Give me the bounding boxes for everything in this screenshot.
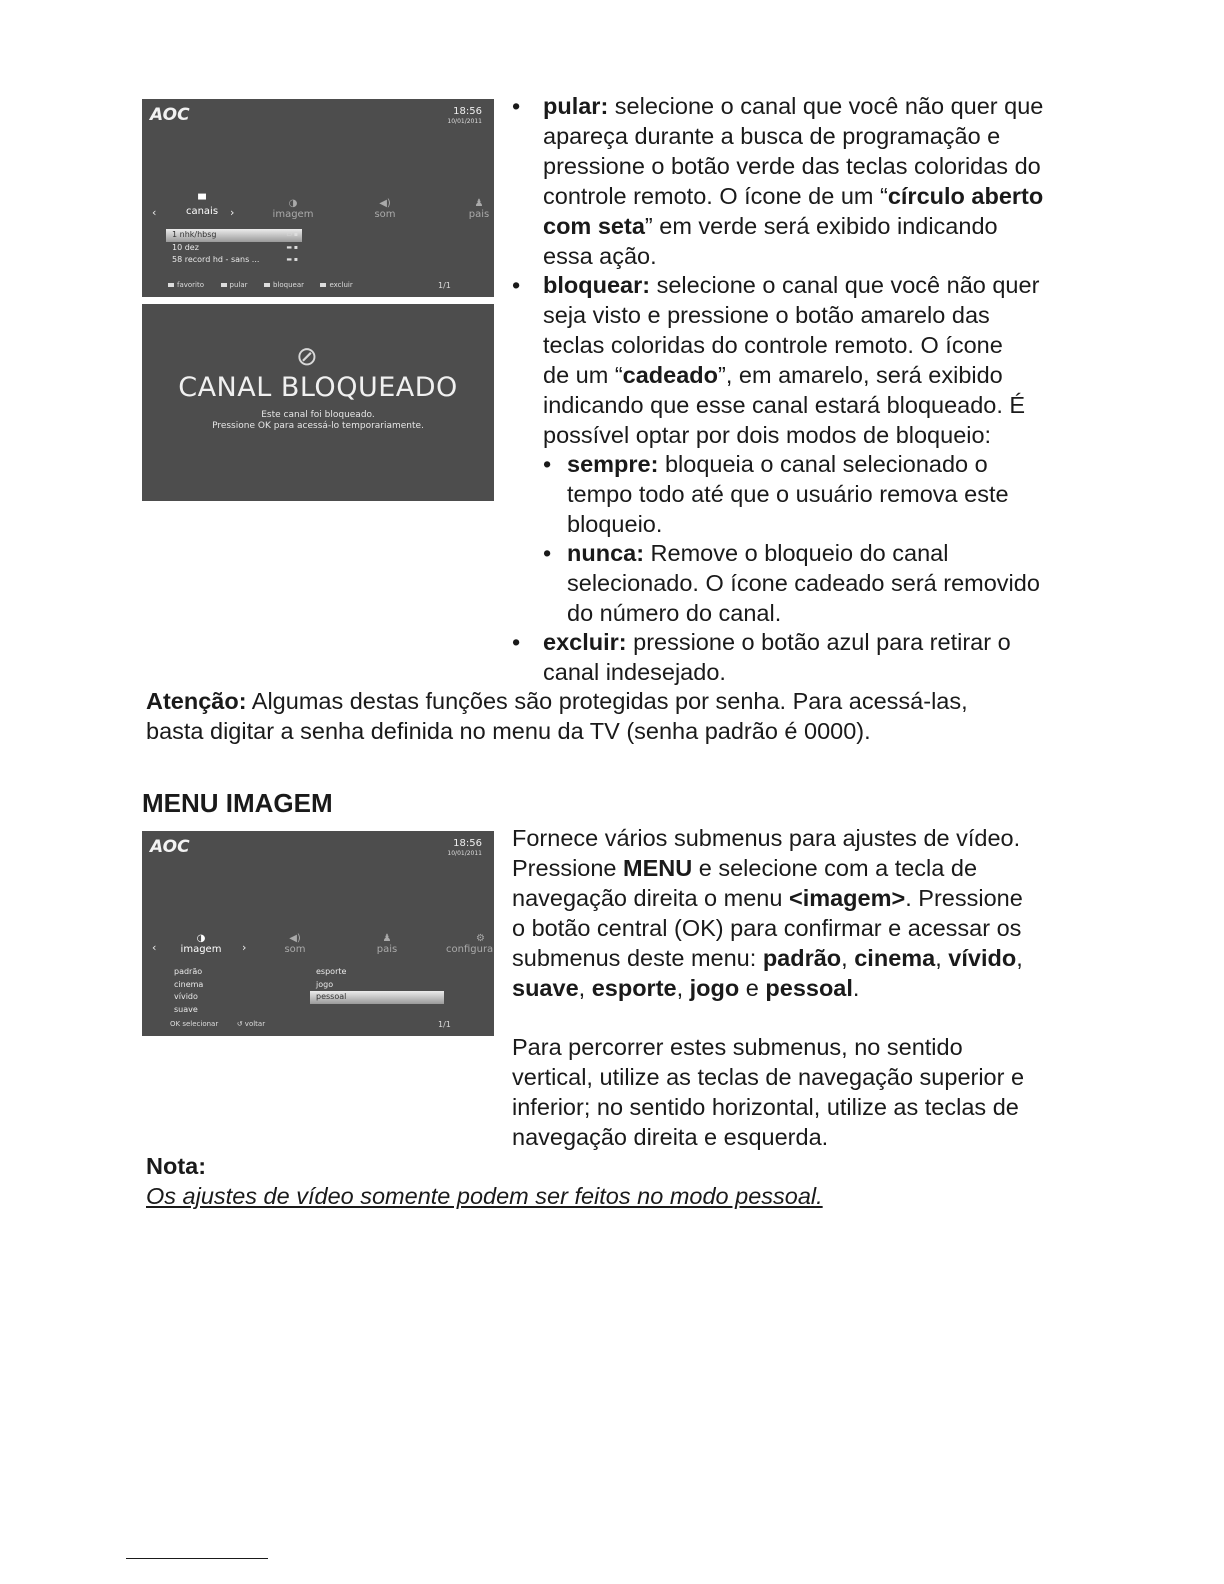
image-icon: ◑ xyxy=(288,198,298,209)
page-indicator: 1/1 xyxy=(438,1020,451,1029)
clock-time: 18:56 xyxy=(453,106,482,117)
paragraph-nunca: nunca: Remove o bloqueio do canal selecionado. O ícone cadeado será removido do número do canal. xyxy=(567,540,1040,626)
option-item: esporte xyxy=(316,967,347,976)
aoc-logo: AOC xyxy=(150,837,190,857)
menu-item-som: ◀) som xyxy=(370,198,400,220)
option-item: padrão xyxy=(174,967,203,976)
bullet: • xyxy=(512,629,521,655)
bullet: • xyxy=(512,272,521,298)
menu-item-pais: ♟ pais xyxy=(374,933,400,955)
page-indicator: 1/1 xyxy=(438,281,451,290)
menu-item-configura: ⚙ configura xyxy=(446,933,494,955)
lock-icon: ▬ ▪ xyxy=(286,243,298,251)
lock-icon: ▭ ▪ xyxy=(286,231,298,238)
option-item: jogo xyxy=(316,979,334,989)
yellow-key-icon xyxy=(264,283,270,287)
channel-list xyxy=(166,229,302,267)
footer-rule xyxy=(126,1558,268,1559)
options-left xyxy=(168,966,248,1016)
clock-date: 10/01/2011 xyxy=(447,850,482,857)
channel-row: 10 dez ▬ ▪ xyxy=(166,242,302,255)
tv-screen-blocked xyxy=(142,304,494,501)
speaker-icon: ◀) xyxy=(289,933,301,944)
gear-icon: ⚙ xyxy=(476,933,485,944)
tv-footer: OK selecionar ↺ voltar xyxy=(170,1020,266,1028)
paragraph-navigation: Para percorrer estes submenus, no sentido vertical, utilize as teclas de navegação superior e inferior; no sentido horizontal, utilize as teclas de navegação direita e esquerda. xyxy=(512,1034,1025,1150)
blocked-icon: ⊘ xyxy=(296,342,318,372)
aoc-logo: AOC xyxy=(150,105,190,125)
menu-item-imagem: ◑ imagem xyxy=(270,198,316,220)
lock-icon: ▬ ▪ xyxy=(286,256,298,263)
section-heading: MENU IMAGEM xyxy=(142,788,333,818)
green-key-icon xyxy=(221,283,227,287)
paragraph-bloquear: bloquear: selecione o canal que você não quer seja visto e pressione o botão amarelo das teclas coloridas do controle remoto. O ícone de um “cadeado”, em amarelo, será exibido indicando que esse canal estará bloqueado. É possível optar por dois modos de bloqueio: xyxy=(543,272,1040,448)
clock xyxy=(447,106,482,125)
clock xyxy=(447,838,482,857)
tv-icon: ▀ xyxy=(198,195,206,206)
blue-key-icon xyxy=(320,283,326,287)
menu-item-som: ◀) som xyxy=(280,933,310,955)
paragraph-sempre: sempre: bloqueia o canal selecionado o tempo todo até que o usuário remova este bloqueio. xyxy=(567,451,1009,537)
paragraph-pular: pular: selecione o canal que você não quer que apareça durante a busca de programação e pressione o botão verde das teclas coloridas do controle remoto. O ícone de um “círculo aberto com seta” em verde será exibido indicando essa ação. xyxy=(543,93,1044,269)
blocked-message: Este canal foi bloqueado. Pressione OK para acessá-lo temporariamente. xyxy=(212,410,424,431)
note-text: Os ajustes de vídeo somente podem ser feitos no modo pessoal. xyxy=(146,1183,823,1209)
channel-row: 1 nhk/hbsg ▭ ▪ xyxy=(166,229,302,242)
paragraph-excluir: excluir: pressione o botão azul para retirar o canal indesejado. xyxy=(543,629,1011,685)
paragraph-atencao: Atenção: Algumas destas funções são protegidas por senha. Para acessá-las, basta digitar a senha definida no menu da TV (senha padrão é 0000). xyxy=(146,688,968,744)
tv-screen-channels xyxy=(142,99,494,297)
option-item: cinema xyxy=(174,979,204,989)
menu-item-pais: ♟ pais xyxy=(466,198,492,220)
options-right xyxy=(310,966,444,1004)
option-item-highlighted: pessoal xyxy=(310,991,444,1004)
red-key-icon xyxy=(168,283,174,287)
arrow-left-icon: ‹ xyxy=(152,206,157,219)
option-item: suave xyxy=(174,1004,198,1014)
speaker-icon: ◀) xyxy=(379,198,391,209)
menu-item-imagem: ◑ imagem xyxy=(178,933,224,955)
clock-date: 10/01/2011 xyxy=(447,118,482,125)
arrow-left-icon: ‹ xyxy=(152,941,157,954)
note-label: Nota: xyxy=(146,1153,207,1179)
tv-footer: favorito pular bloquear excluir xyxy=(168,281,353,289)
channel-row: 58 record hd - sans ... ▬ ▪ xyxy=(166,254,302,267)
bullet: • xyxy=(512,93,521,119)
option-item: vívido xyxy=(174,992,198,1001)
arrow-right-icon: › xyxy=(242,941,247,954)
menu-item-canais: ▀ canais xyxy=(185,195,219,217)
image-icon: ◑ xyxy=(196,933,206,944)
back-icon: ↺ xyxy=(236,1020,243,1028)
bullet: • xyxy=(543,451,552,477)
paragraph-menu-imagem: Fornece vários submenus para ajustes de vídeo. Pressione MENU e selecione com a tecla de navegação direita o menu <imagem>. Pressione o botão central (OK) para confirmar e acessar os submenus deste menu: padrão, cinema, vívido, suave, esporte, jogo e pessoal. xyxy=(512,825,1023,1001)
person-icon: ♟ xyxy=(474,198,484,209)
tv-screen-image-menu xyxy=(142,831,494,1036)
person-icon: ♟ xyxy=(382,933,392,944)
arrow-right-icon: › xyxy=(230,206,235,219)
bullet: • xyxy=(543,540,552,566)
blocked-title: CANAL BLOQUEADO xyxy=(178,372,458,403)
clock-time: 18:56 xyxy=(453,838,482,849)
